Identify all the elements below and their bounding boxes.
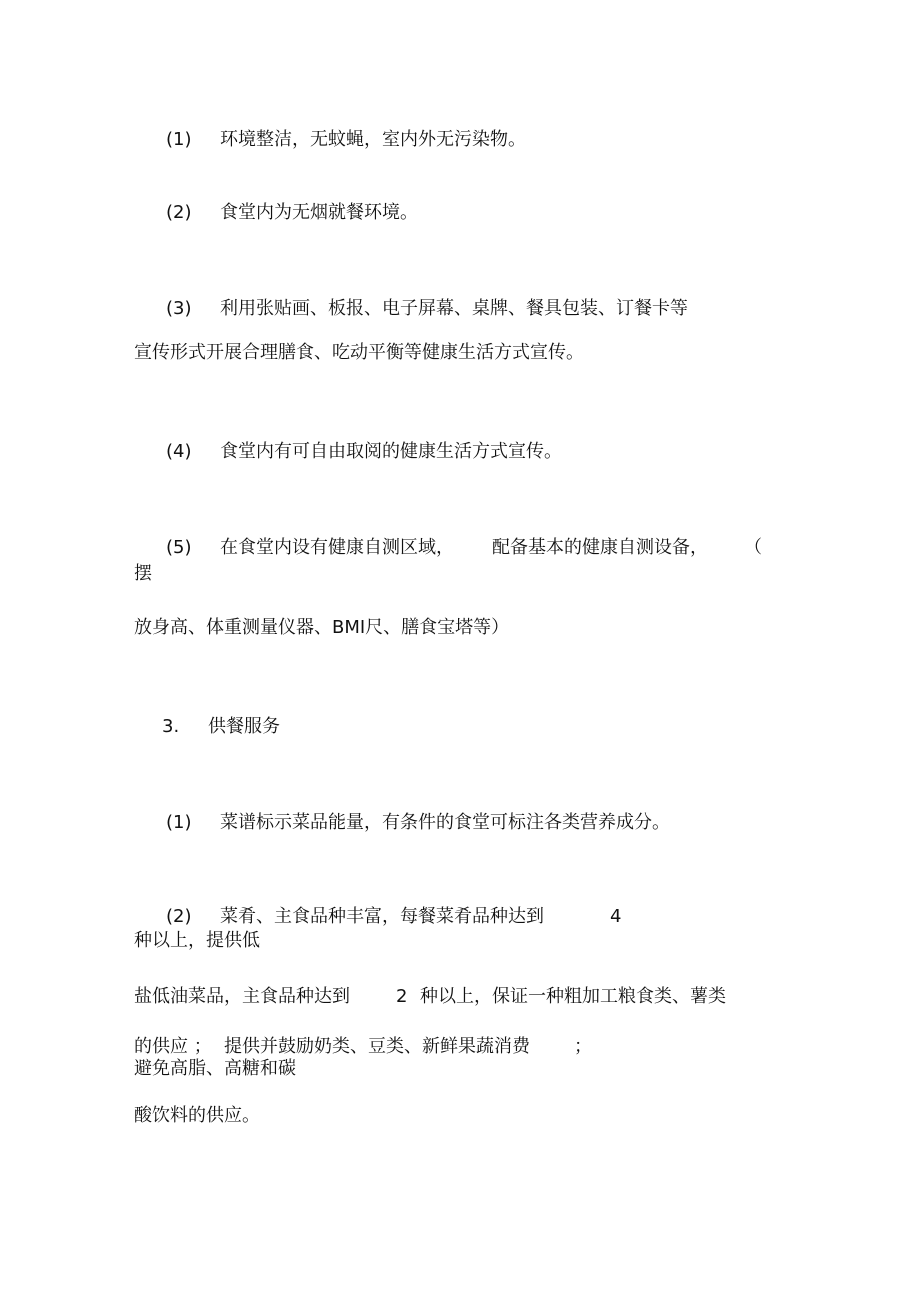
item-text-b: 4 (610, 906, 622, 927)
line-text-c: ； (574, 1036, 592, 1057)
sub-item-2-continuation-1: 种以上，提供低 (134, 930, 260, 951)
item-number: (2) (166, 202, 192, 223)
line-text-a: 的供应 ； (134, 1036, 212, 1057)
item-number: (2) (166, 906, 192, 927)
item-3-continuation: 宣传形式开展合理膳食、吃动平衡等健康生活方式宣传。 (134, 342, 584, 363)
item-text-a: 在食堂内设有健康自测区域， (220, 537, 454, 558)
line-text-c: 种以上，保证一种粗加工粮食类、薯类 (420, 986, 726, 1007)
item-text: 利用张贴画、板报、电子屏幕、桌牌、餐具包装、订餐卡等 (220, 298, 688, 319)
item-5-continuation-1: 摆 (134, 563, 152, 584)
item-text: 食堂内为无烟就餐环境。 (220, 202, 418, 223)
item-number: (3) (166, 298, 192, 319)
line-text-b: 2 (396, 986, 408, 1007)
section-title: 供餐服务 (208, 716, 280, 737)
item-5-continuation-2: 放身高、体重测量仪器、BMI尺、膳食宝塔等） (134, 617, 510, 638)
item-text: 食堂内有可自由取阅的健康生活方式宣传。 (220, 441, 562, 462)
sub-item-2-continuation-5: 酸饮料的供应。 (134, 1105, 260, 1126)
section-number: 3. (162, 716, 180, 737)
line-text-a: 盐低油菜品，主食品种达到 (134, 986, 350, 1007)
item-number: (1) (166, 812, 192, 833)
sub-item-2-continuation-4: 避免高脂、高糖和碳 (134, 1058, 296, 1079)
item-text-c: （ (744, 537, 762, 558)
item-text: 菜谱标示菜品能量，有条件的食堂可标注各类营养成分。 (220, 812, 670, 833)
item-text-b: 配备基本的健康自测设备， (492, 537, 708, 558)
item-text-a: 菜肴、主食品种丰富，每餐菜肴品种达到 (220, 906, 544, 927)
line-text-b: 提供并鼓励奶类、豆类、新鲜果蔬消费 (224, 1036, 530, 1057)
item-number: (1) (166, 129, 192, 150)
item-number: (5) (166, 537, 192, 558)
item-number: (4) (166, 441, 192, 462)
item-text: 环境整洁，无蚊蝇，室内外无污染物。 (220, 129, 526, 150)
